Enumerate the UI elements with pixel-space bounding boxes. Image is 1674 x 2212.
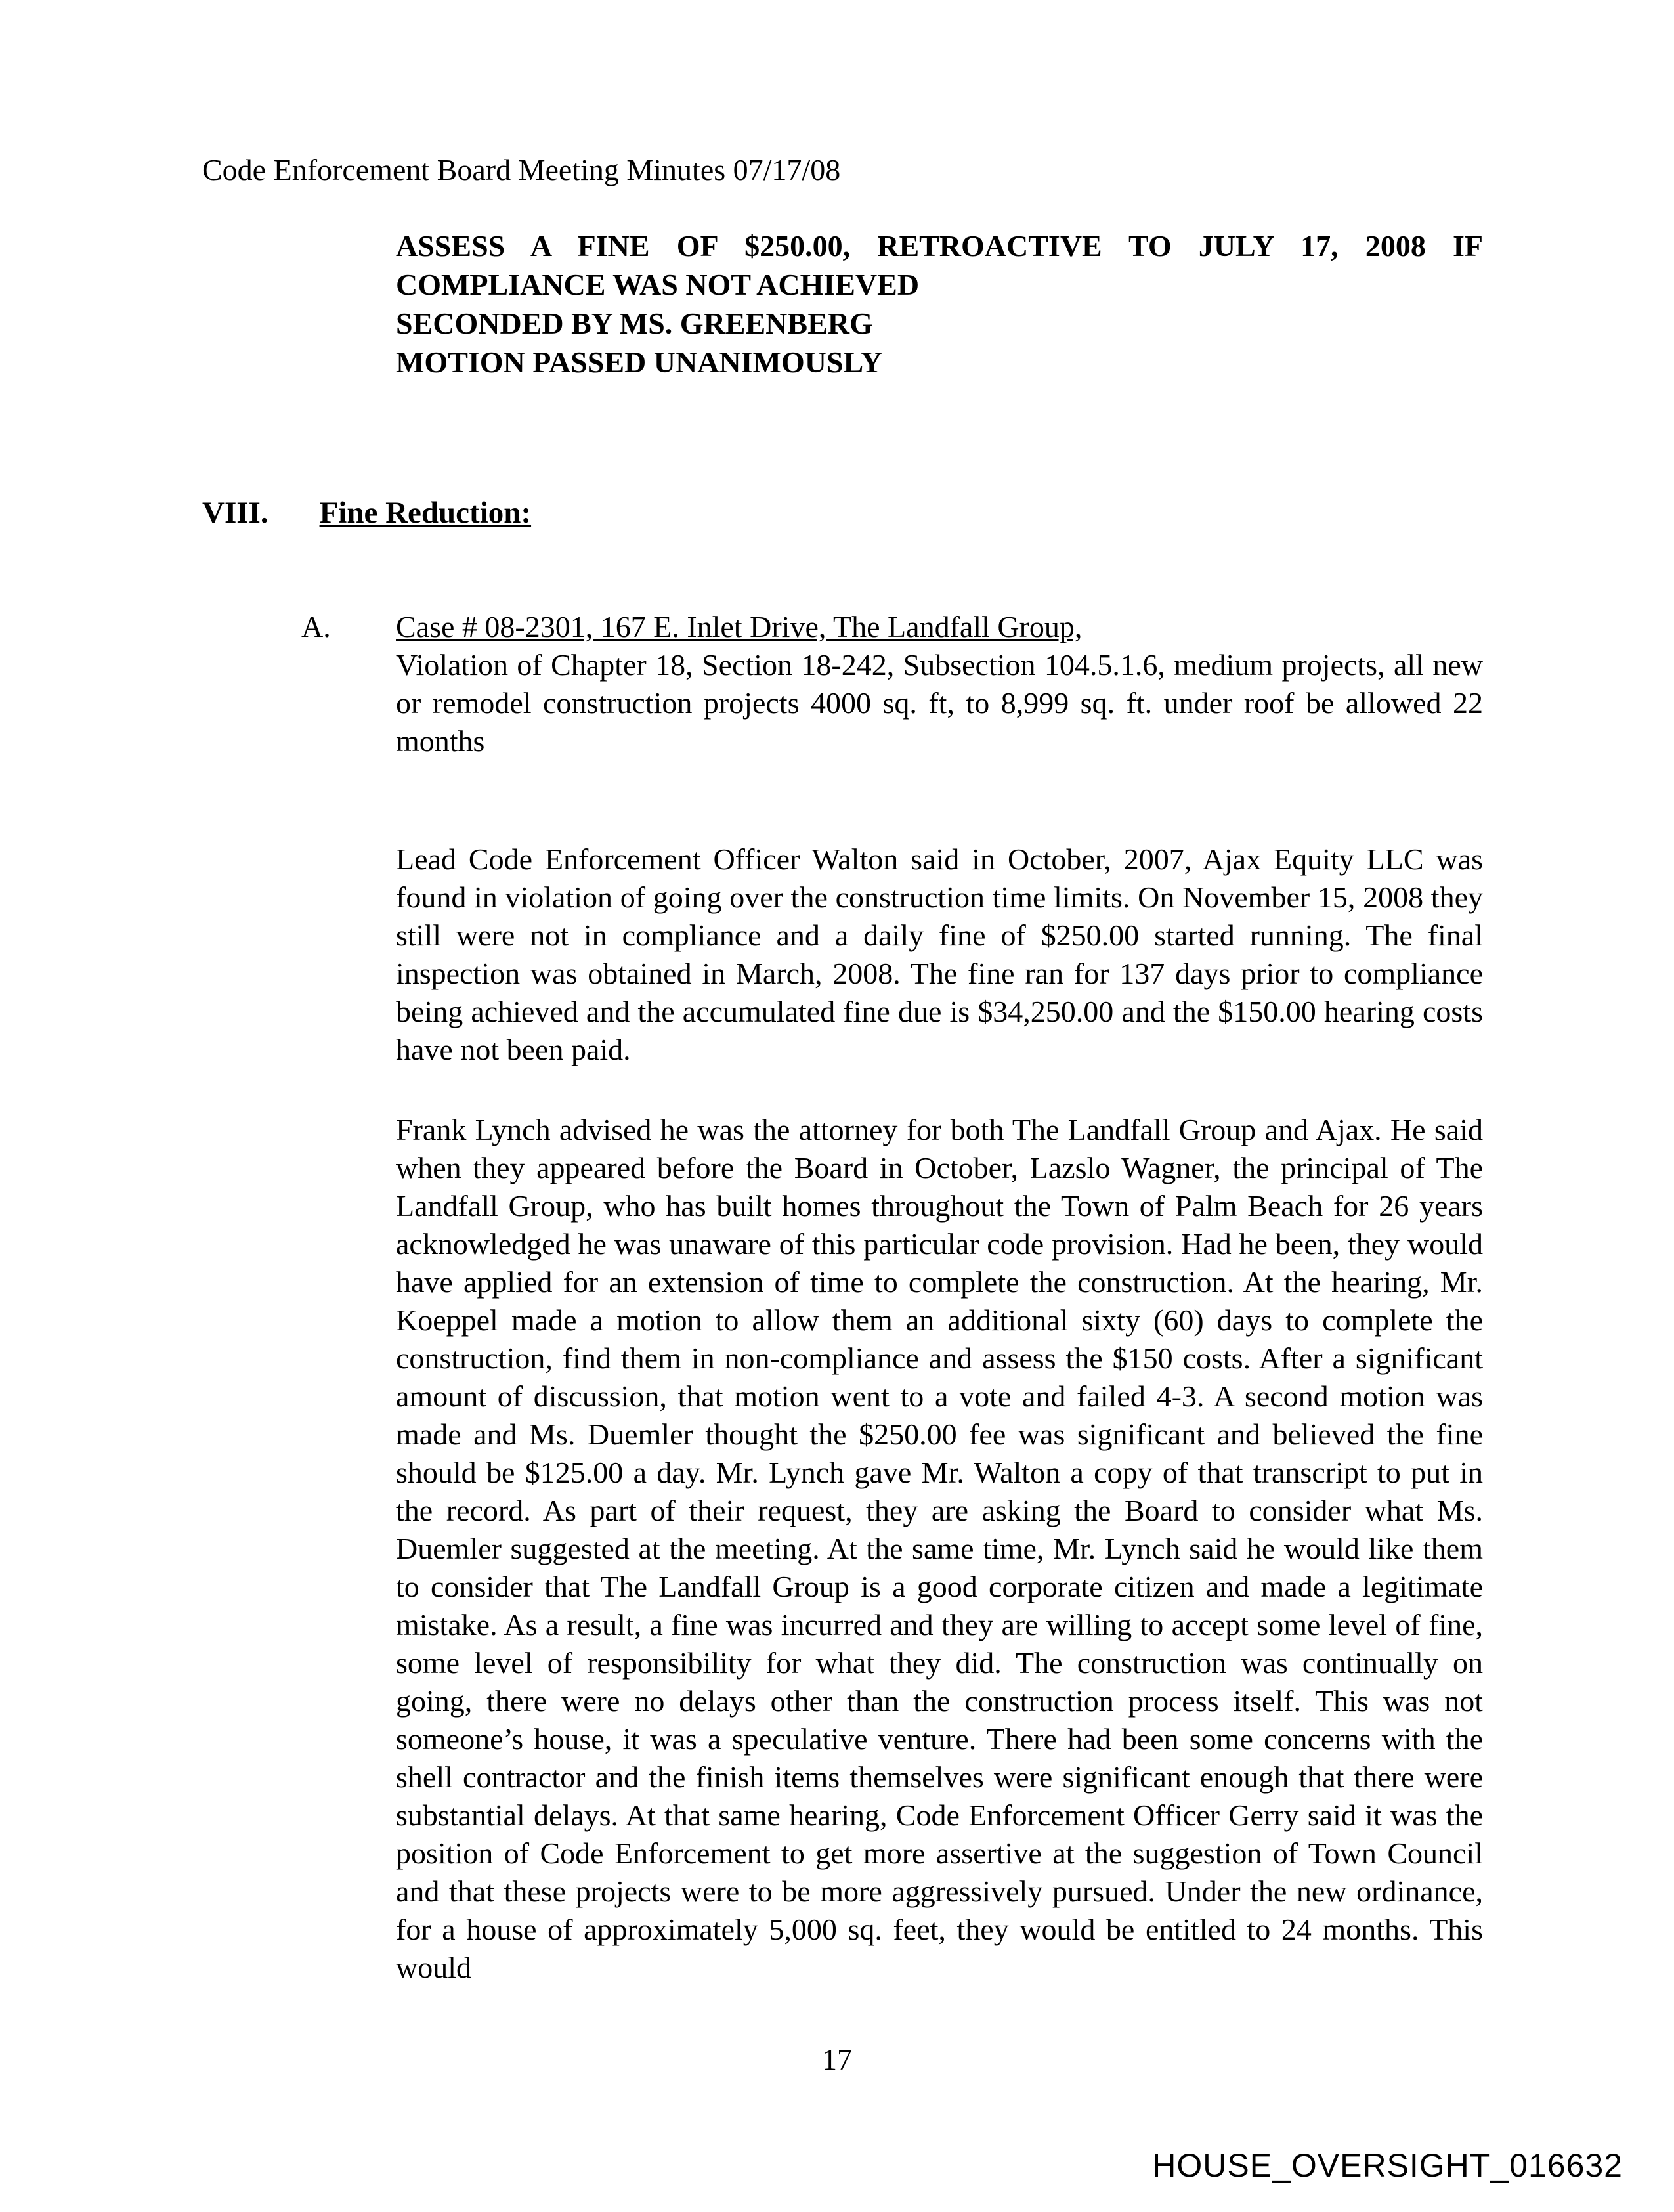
case-description: Violation of Chapter 18, Section 18-242, Subsection 104.5.1.6, medium projects, all new or remodel construction projects 4000 sq. ft, to 8,999 sq. ft. under roof be allowed 22 months (396, 648, 1483, 758)
motion-passed-line: MOTION PASSED UNANIMOUSLY (396, 345, 883, 379)
oversight-watermark: HOUSE_OVERSIGHT_016632 (1152, 2147, 1623, 2184)
motion-assess-fine-line: ASSESS A FINE OF $250.00, RETROACTIVE TO JULY 17, 2008 IF COMPLIANCE WAS NOT ACHIEVED (396, 229, 1483, 301)
case-item-label: A. (301, 610, 331, 643)
motion-block (396, 227, 1483, 381)
paragraph-officer-walton: Lead Code Enforcement Officer Walton said in October, 2007, Ajax Equity LLC was found in violation of going over the construction time limits. On November 15, 2008 they still were not in compliance and a daily fine of $250.00 started running. The final inspection was obtained in March, 2008. The fine ran for 137 days prior to compliance being achieved and the accumulated fine due is $34,250.00 and the $150.00 hearing costs have not been paid. (396, 842, 1483, 1066)
paragraph-frank-lynch: Frank Lynch advised he was the attorney for both The Landfall Group and Ajax. He said when they appeared before the Board in October, Lazslo Wagner, the principal of The Landfall Group, who has built homes throughout the Town of Palm Beach for 26 years acknowledged he was unaware of this particular code provision. Had he been, they would have applied for an extension of time to complete the construction. At the hearing, Mr. Koeppel made a motion to allow them an additional sixty (60) days to complete the construction, find them in non-compliance and assess the $150 costs. After a significant amount of discussion, that motion went to a vote and failed 4-3. A second motion was made and Ms. Duemler thought the $250.00 fee was significant and believed the fine should be $125.00 a day. Mr. Lynch gave Mr. Walton a copy of that transcript to put in the record. As part of their request, they are asking the Board to consider what Ms. Duemler suggested at the meeting. At the same time, Mr. Lynch said he would like them to consider that The Landfall Group is a good corporate citizen and made a legitimate mistake. As a result, a fine was incurred and they are willing to accept some level of fine, some level of responsibility for what they did. The construction was continually on going, there were no delays other than the construction process itself. This was not someone’s house, it was a speculative venture. There had been some concerns with the shell contractor and the finish items themselves were significant enough that there were substantial delays. At that same hearing, Code Enforcement Officer Gerry said it was the position of Code Enforcement to get more assertive at the suggestion of Town Council and that these projects were to be more aggressively pursued. Under the new ordinance, for a house of approximately 5,000 sq. feet, they would be entitled to 24 months. This would (396, 1113, 1483, 1984)
motion-seconded-line: SECONDED BY MS. GREENBERG (396, 307, 873, 340)
document-header: Code Enforcement Board Meeting Minutes 07/17/08 (202, 153, 841, 186)
section-title: Fine Reduction: (319, 496, 532, 530)
case-block (396, 608, 1483, 760)
section-heading-fine-reduction (202, 494, 531, 532)
section-number: VIII. (202, 496, 268, 530)
page-number: 17 (822, 2043, 852, 2076)
case-heading: Case # 08-2301, 167 E. Inlet Drive, The Landfall Group, (396, 610, 1083, 643)
